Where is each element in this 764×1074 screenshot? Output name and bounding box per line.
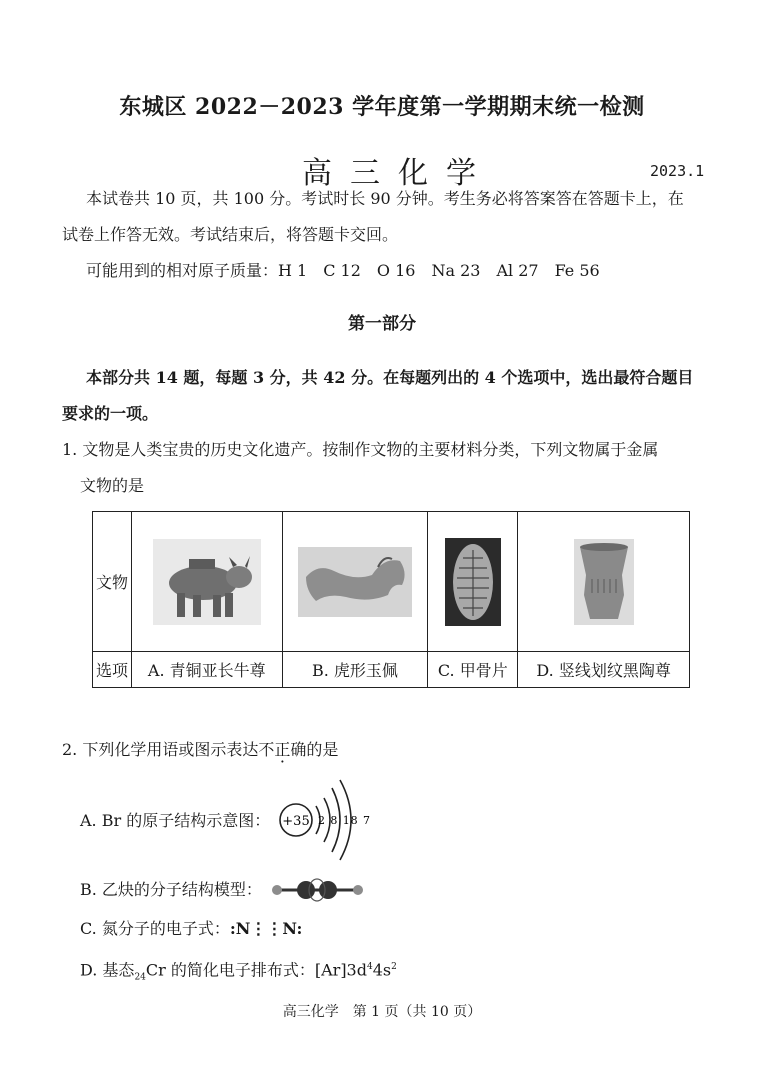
oracle-bone-icon	[445, 538, 501, 626]
black-pottery-zun-icon	[574, 539, 634, 625]
acetylene-model-icon	[268, 877, 368, 903]
q2-option-d-label: D. 基态	[80, 960, 135, 980]
q1-stem-1: 1. 文物是人类宝贵的历史文化遗产。按制作文物的主要材料分类，下列文物属于金属	[62, 440, 659, 459]
q2-stem	[62, 740, 338, 760]
option-a: A. 青铜亚长牛尊	[132, 652, 283, 688]
q2-option-b: B. 乙炔的分子结构模型：	[80, 880, 262, 899]
cr-3d-count: 4	[366, 962, 373, 972]
relic-row-label: 文物	[93, 512, 132, 652]
q2-stem-emphasis: 不正确	[258, 740, 307, 759]
br-atom-structure-diagram	[276, 776, 386, 868]
exam-date: 2023.1	[650, 162, 705, 180]
cr-config-part1: Cr 的简化电子排布式：[Ar]3d	[145, 960, 367, 980]
option-row-label: 选项	[93, 652, 132, 688]
tiger-jade-pendant-icon	[298, 547, 412, 617]
q2-option-c-label: C. 氮分子的电子式：	[80, 919, 230, 938]
bronze-ox-zun-icon	[153, 539, 261, 625]
q1-stem-2: 文物的是	[80, 476, 145, 495]
option-c: C. 甲骨片	[428, 652, 518, 688]
part-instructions-2: 要求的一项。	[62, 404, 159, 423]
relic-c-image	[428, 512, 518, 652]
atomic-masses: 可能用到的相对原子质量：H 1 C 12 O 16 Na 23 Al 27 Fe 56	[86, 261, 600, 280]
relic-b-image	[282, 512, 428, 652]
intro-line-2: 试卷上作答无效。考试结束后，将答题卡交回。	[62, 225, 399, 244]
relic-a-image	[132, 512, 283, 652]
cr-4s-count: 2	[391, 962, 397, 972]
br-shell-electrons: 2 8 18 7	[318, 814, 370, 827]
exam-title: 东城区 2022－2023 学年度第一学期期末统一检测	[119, 94, 645, 120]
q2-stem-post: 的是	[306, 740, 339, 759]
intro-line-1: 本试卷共 10 页，共 100 分。考试时长 90 分钟。考生务必将答案答在答题卡上，在	[86, 189, 684, 208]
q2-stem-pre: 2. 下列化学用语或图示表达	[62, 740, 259, 759]
q2-option-c	[80, 919, 302, 939]
option-d: D. 竖线划纹黑陶尊	[518, 652, 690, 688]
option-b: B. 虎形玉佩	[282, 652, 428, 688]
cr-atomic-number: 24	[134, 972, 146, 983]
n2-electron-formula: :N⋮⋮N:	[229, 919, 303, 938]
br-nucleus-charge: +35	[282, 814, 310, 829]
cr-config-part2: 4s	[372, 960, 392, 980]
q2-option-a: A. Br 的原子结构示意图：	[80, 811, 271, 830]
relics-table	[92, 511, 690, 688]
q2-option-d	[80, 957, 397, 988]
part-instructions-1: 本部分共 14 题，每题 3 分，共 42 分。在每题列出的 4 个选项中，选出最符合题目	[86, 368, 694, 387]
page-footer: 高三化学 第 1 页（共 10 页）	[282, 1004, 482, 1020]
part-heading: 第一部分	[348, 314, 416, 334]
subject-title: 高三化学	[302, 156, 494, 191]
relic-d-image	[518, 512, 690, 652]
